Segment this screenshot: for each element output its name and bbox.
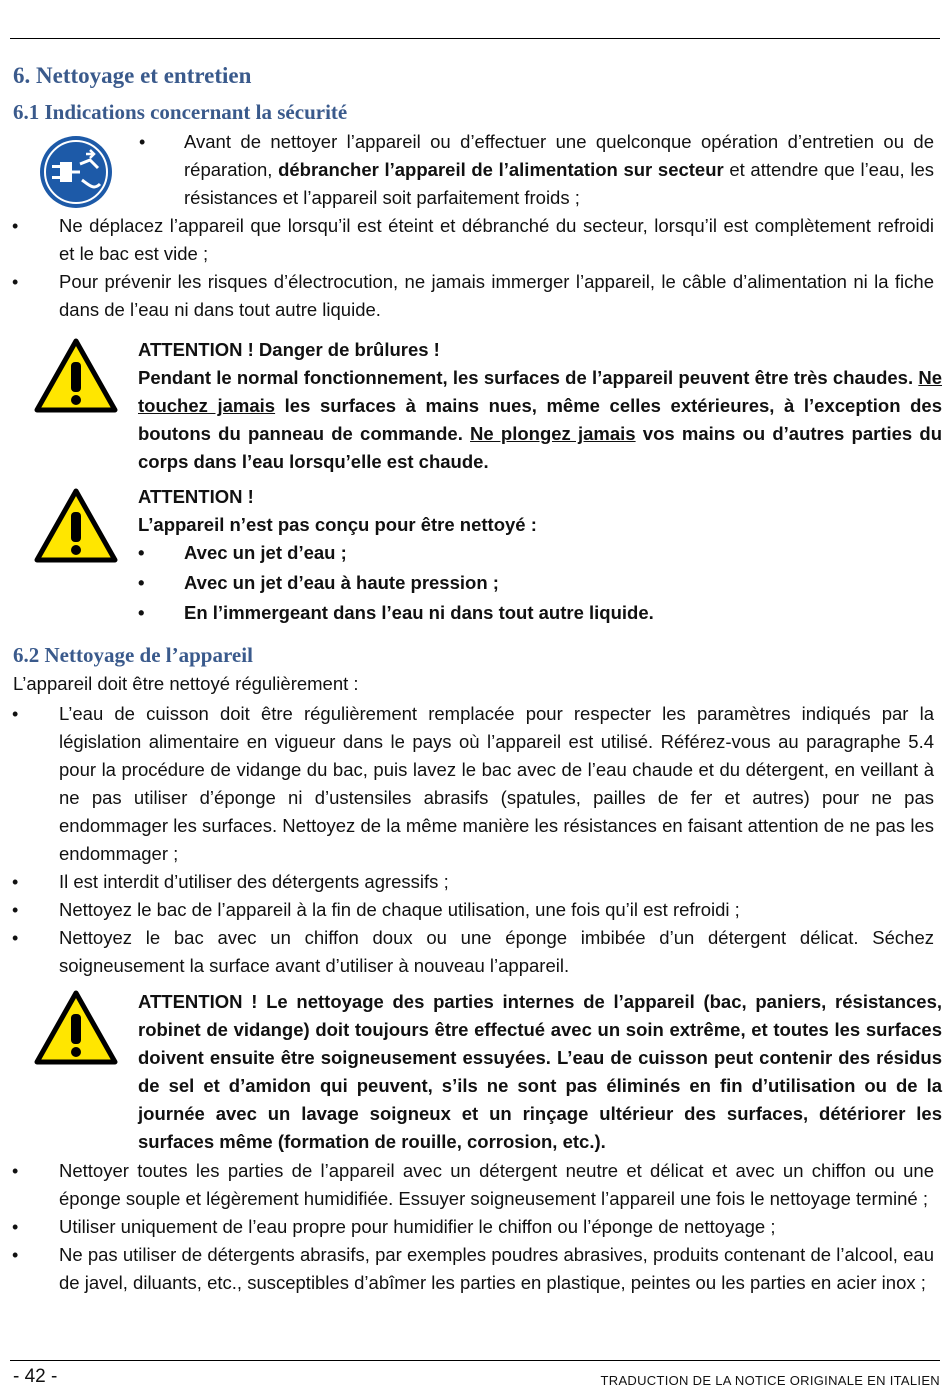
- list-item: • Nettoyez le bac avec un chiffon doux ou une éponge imbibée d’un détergent délicat. Séchez soigneusement la surface avant d’utiliser à nouveau l’appareil.: [12, 927, 934, 976]
- header-rule: [10, 38, 940, 39]
- list-item: • Avant de nettoyer l’appareil ou d’effectuer une quelconque opération d’entretien ou de réparation, débrancher l’appareil de l’alimentation sur secteur et attendre que l’eau, les résistances et l’appareil soit parfaitement froids ;: [0, 128, 934, 212]
- bullet: •: [139, 132, 146, 152]
- list-item: • Pour prévenir les risques d’électrocution, ne jamais immerger l’appareil, le câble d’alimentation ni la fiche dans de l’eau ni dans tout autre liquide.: [0, 268, 934, 324]
- list-item: • Avec un jet d’eau à haute pression ;: [138, 572, 499, 593]
- warning-burn: [138, 336, 942, 476]
- page-number: - 42 -: [13, 1366, 58, 1387]
- list-item: • L’eau de cuisson doit être régulièrement remplacée pour respecter les paramètres indiqués par la législation alimentaire en vigueur dans le pays où l’appareil est utilisé. Référez-vous au paragraphe 5.4 pour la procédure de vidange du bac, puis lavez le bac avec de l’eau chaude et du détergent, en veillant à ne pas utiliser d’éponge ni d’ustensiles abrasifs (spatules, pailles de fer et autres) pour ne pas endommager les surfaces. Nettoyez de la même manière les résistances en faisant attention de ne pas les endommager ;: [12, 703, 934, 864]
- footer-caption: TRADUCTION DE LA NOTICE ORIGINALE EN ITALIEN: [600, 1373, 940, 1388]
- section-title: 6. Nettoyage et entretien: [13, 63, 252, 88]
- list-item: • Utiliser uniquement de l’eau propre pour humidifier le chiffon ou l’éponge de nettoyage ;: [12, 1216, 776, 1237]
- list-item: • En l’immergeant dans l’eau ni dans tout autre liquide.: [138, 602, 654, 623]
- list-item: • Nettoyer toutes les parties de l’appareil avec un détergent neutre et délicat et avec un chiffon ou une éponge souple et légèrement humidifiée. Essuyer soigneusement l’appareil une fois le nettoyage terminé ;: [12, 1160, 934, 1209]
- warning-intro: L’appareil n’est pas conçu pour être nettoyé :: [138, 514, 537, 535]
- intro-text: L’appareil doit être nettoyé régulièrement :: [13, 673, 359, 694]
- list-item: • Ne pas utiliser de détergents abrasifs, par exemples poudres abrasives, produits contenant de l’alcool, eau de javel, diluants, etc., susceptibles d’abîmer les parties en plastique, peintes ou les parties en acier inox ;: [12, 1244, 934, 1293]
- warning-text: Pendant le normal fonctionnement, les surfaces de l’appareil peuvent être très chaudes. Ne touchez jamais les surfaces à mains nues, même celles extérieures, à l’exception des boutons du panneau de commande. Ne plongez jamais vos mains ou d’autres parties du corps dans l’eau lorsqu’elle est chaude.: [138, 367, 943, 472]
- list-item: • Il est interdit d’utiliser des détergents agressifs ;: [12, 871, 449, 892]
- subsection-title-safety: 6.1 Indications concernant la sécurité: [13, 100, 348, 124]
- footer-rule: [10, 1360, 940, 1361]
- warning-cleaning: [138, 483, 942, 627]
- subsection-title-cleaning: 6.2 Nettoyage de l’appareil: [13, 643, 253, 667]
- warning-title: ATTENTION ! Danger de brûlures !: [138, 339, 440, 360]
- warning-triangle-icon: [34, 488, 118, 564]
- bullet: •: [12, 272, 19, 292]
- list-item: • Ne déplacez l’appareil que lorsqu’il est éteint et débranché du secteur, lorsqu’il est complètement refroidi et le bac est vide ;: [0, 212, 934, 268]
- list-item: • Nettoyez le bac de l’appareil à la fin de chaque utilisation, une fois qu’il est refroidi ;: [12, 899, 740, 920]
- warning-triangle-icon: [34, 990, 118, 1066]
- bullet: •: [12, 216, 19, 236]
- warning-triangle-icon: [34, 338, 118, 414]
- warning-title: ATTENTION !: [138, 486, 254, 507]
- warning-internal-parts: ATTENTION ! Le nettoyage des parties internes de l’appareil (bac, paniers, résistances, robinet de vidange) doit toujours être effectué avec un soin extrême, et toutes les surfaces doivent ensuite être soigneusement essuyées. L’eau de cuisson peut contenir des résidus de sel et d’amidon qui peuvent, s’ils ne sont pas éliminés en fin d’utilisation ou de la journée avec un lavage soigneux et un rinçage ultérieur des surfaces, détériorer les surfaces même (formation de rouille, corrosion, etc.).: [138, 991, 942, 1152]
- list-item: • Avec un jet d’eau ;: [138, 542, 347, 563]
